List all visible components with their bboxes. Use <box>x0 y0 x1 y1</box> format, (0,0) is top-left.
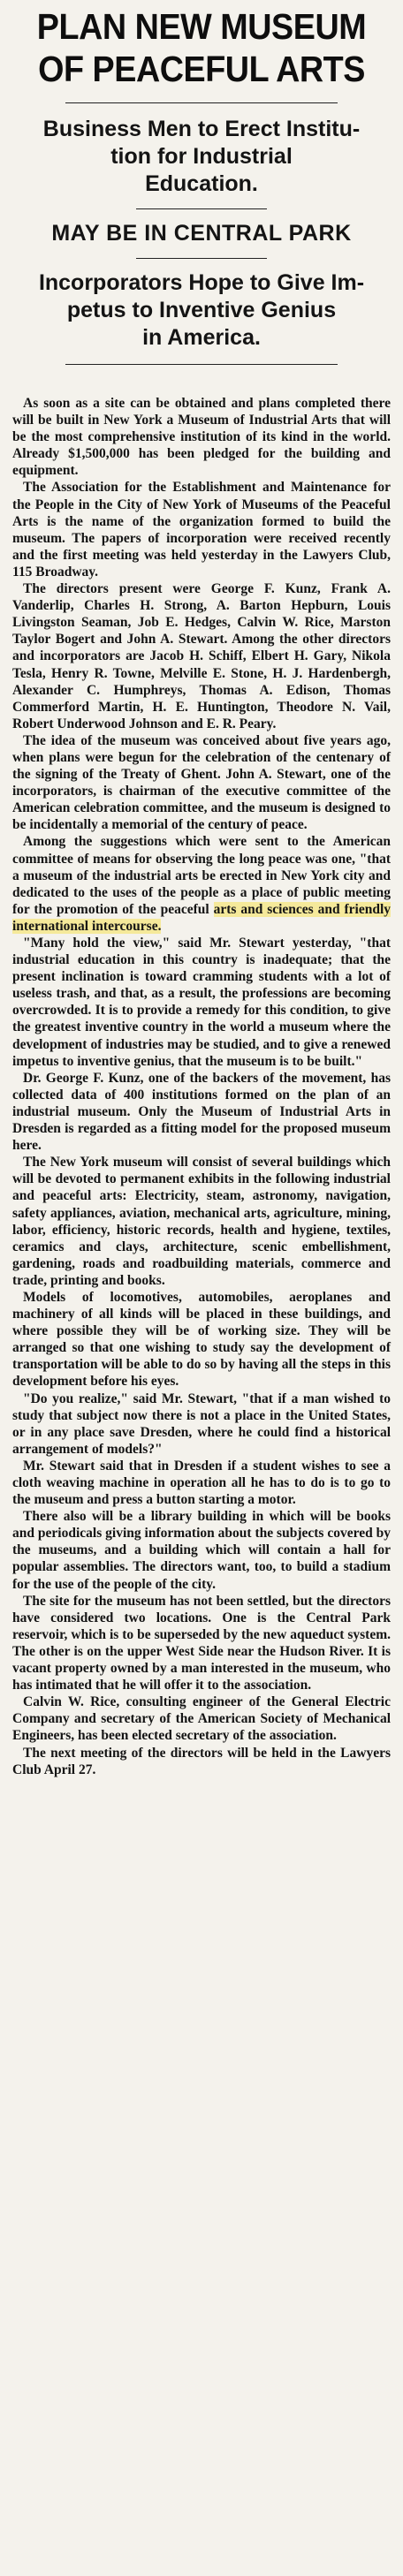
paragraph-suggestions <box>12 833 391 935</box>
deck-line: tion for Industrial <box>110 144 293 169</box>
headline-line-2: OF PEACEFUL ARTS <box>38 49 365 89</box>
paragraph-association: The Association for the Establishment and Maintenance for the People in the City of New York of Museums of the Peaceful Arts is the name of the organization formed to build the museum. The papers of incorporation were received recently and the first meeting was held yesterday in the Lawyers Club, 115 Broadway. <box>12 480 391 580</box>
paragraph-idea: The idea of the museum was conceived about five years ago, when plans were begun for the celebration of the centenary of the signing of the Treaty of Ghent. John A. Stewart, one of the incorporators, is chairman of the executive committee of the American celebration committee, and the museum is designed to be incidentally a memorial of the century of peace. <box>12 732 391 833</box>
headline-rule <box>65 102 338 103</box>
suggestions-text: Among the suggestions which were sent to the American committee of means for observing the long peace was one, "that a museum of the industrial arts be erected in New York city and dedicated to the uses of the people as a place of public meeting for the promotion of the peaceful <box>12 834 391 917</box>
deck-line: Incorporators Hope to Give Im- <box>38 270 365 295</box>
deck-business <box>12 116 391 198</box>
paragraph-stewart-view: "Many hold the view," said Mr. Stewart yesterday, "that industrial education in this country is inadequate; that the present inclination is toward cramming students with a lot of useless trash, and that, as a result, the professions are becoming overcrowded. It is to provide a remedy for this condition, to give the greatest inventive country in the world a museum where the development of industries may be studied, and to give a renewed impetus to inventive genius, that the museum is to be built." <box>12 936 391 1069</box>
deck-rule <box>136 208 267 209</box>
deck-rule <box>136 258 267 259</box>
article-body <box>12 395 391 1778</box>
paragraph-kunz: Dr. George F. Kunz, one of the backers of the movement, has collected data of 400 institutions formed on the plan of an industrial museum. Only the Museum of Industrial Arts in Dresden is regarded as a fitting model for the proposed museum here. <box>12 1070 391 1154</box>
paragraph-dresden: Mr. Stewart said that in Dresden if a student wishes to see a cloth weaving machine in operation all he has to do is to go to the museum and press a button starting a motor. <box>12 1458 391 1508</box>
paragraph-buildings: The New York museum will consist of several buildings which will be devoted to permanent exhibits in the following industrial and peaceful arts: Electricity, steam, astronomy, navigation, safety appliances, aviation, mechanical arts, agriculture, mining, labor, efficiency, historic records, health and hygiene, textiles, ceramics and clays, architecture, scenic embellishment, gardening, roads and roadbuilding materials, commerce and trade, printing and books. <box>12 1155 391 1288</box>
deck-incorporators <box>12 269 391 352</box>
paragraph-lead: As soon as a site can be obtained and plans completed there will be built in New York a Museum of Industrial Arts that will be the most comprehensive institution of its kind in the world. Already $1,500,000 has been pledged for the building and equipment. <box>12 396 391 479</box>
deck-central-park: MAY BE IN CENTRAL PARK <box>51 221 352 246</box>
paragraph-directors: The directors present were George F. Kunz, Frank A. Vanderlip, Charles H. Strong, A. Barton Hepburn, Louis Livingston Seaman, Job E. Hedges, Calvin W. Rice, Marston Taylor Bogert and John A. Stewart. Among the other directors and incorporators are Jacob H. Schiff, Elbert H. Gary, Nikola Tesla, Henry R. Towne, Melville E. Stone, H. J. Hardenbergh, Alexander C. Humphreys, Thomas A. Edison, Thomas Commerford Martin, H. E. Huntington, Theodore N. Vail, Robert Underwood Johnson and E. R. Peary. <box>12 581 391 731</box>
highlighted-text: arts and sciences and friendly international intercourse. <box>12 901 391 934</box>
paragraph-realize: "Do you realize," said Mr. Stewart, "that if a man wished to study that subject now there is not a place in the United States, or in any place save Dresden, where he could find a historical arrangement of models?" <box>12 1390 391 1457</box>
deck-line: petus to Inventive Genius <box>66 298 337 322</box>
body-rule <box>65 364 338 365</box>
headline-line-1: PLAN NEW MUSEUM <box>36 6 367 47</box>
paragraph-rice: Calvin W. Rice, consulting engineer of the General Electric Company and secretary of the American Society of Mechanical Engineers, has been elected secretary of the association. <box>12 1694 391 1744</box>
paragraph-site: The site for the museum has not been settled, but the directors have considered two locations. One is the Central Park reservoir, which is to be superseded by the new aqueduct system. The other is on the upper West Side near the Hudson River. It is vacant property owned by a man interested in the museum, who has intimated that he will offer it to the association. <box>12 1593 391 1693</box>
paragraph-next-meeting: The next meeting of the directors will be held in the Lawyers Club April 27. <box>12 1745 391 1777</box>
paragraph-library: There also will be a library building in which will be books and periodicals giving information about the subjects covered by the museums, and a building which will contain a hall for popular assemblies. The directors want, too, to build a stadium for the use of the people of the city. <box>12 1509 391 1592</box>
deck-line: in America. <box>142 325 261 350</box>
paragraph-models: Models of locomotives, automobiles, aeroplanes and machinery of all kinds will be placed in these buildings, and where possible they will be of working size. They will be arranged so that one wishing to study say the development of transportation will be able to do so by having all the steps in this development before his eyes. <box>12 1289 391 1390</box>
deck-line: Business Men to Erect Institu- <box>42 117 361 141</box>
headline <box>12 5 391 90</box>
deck-line: Education. <box>145 171 258 196</box>
